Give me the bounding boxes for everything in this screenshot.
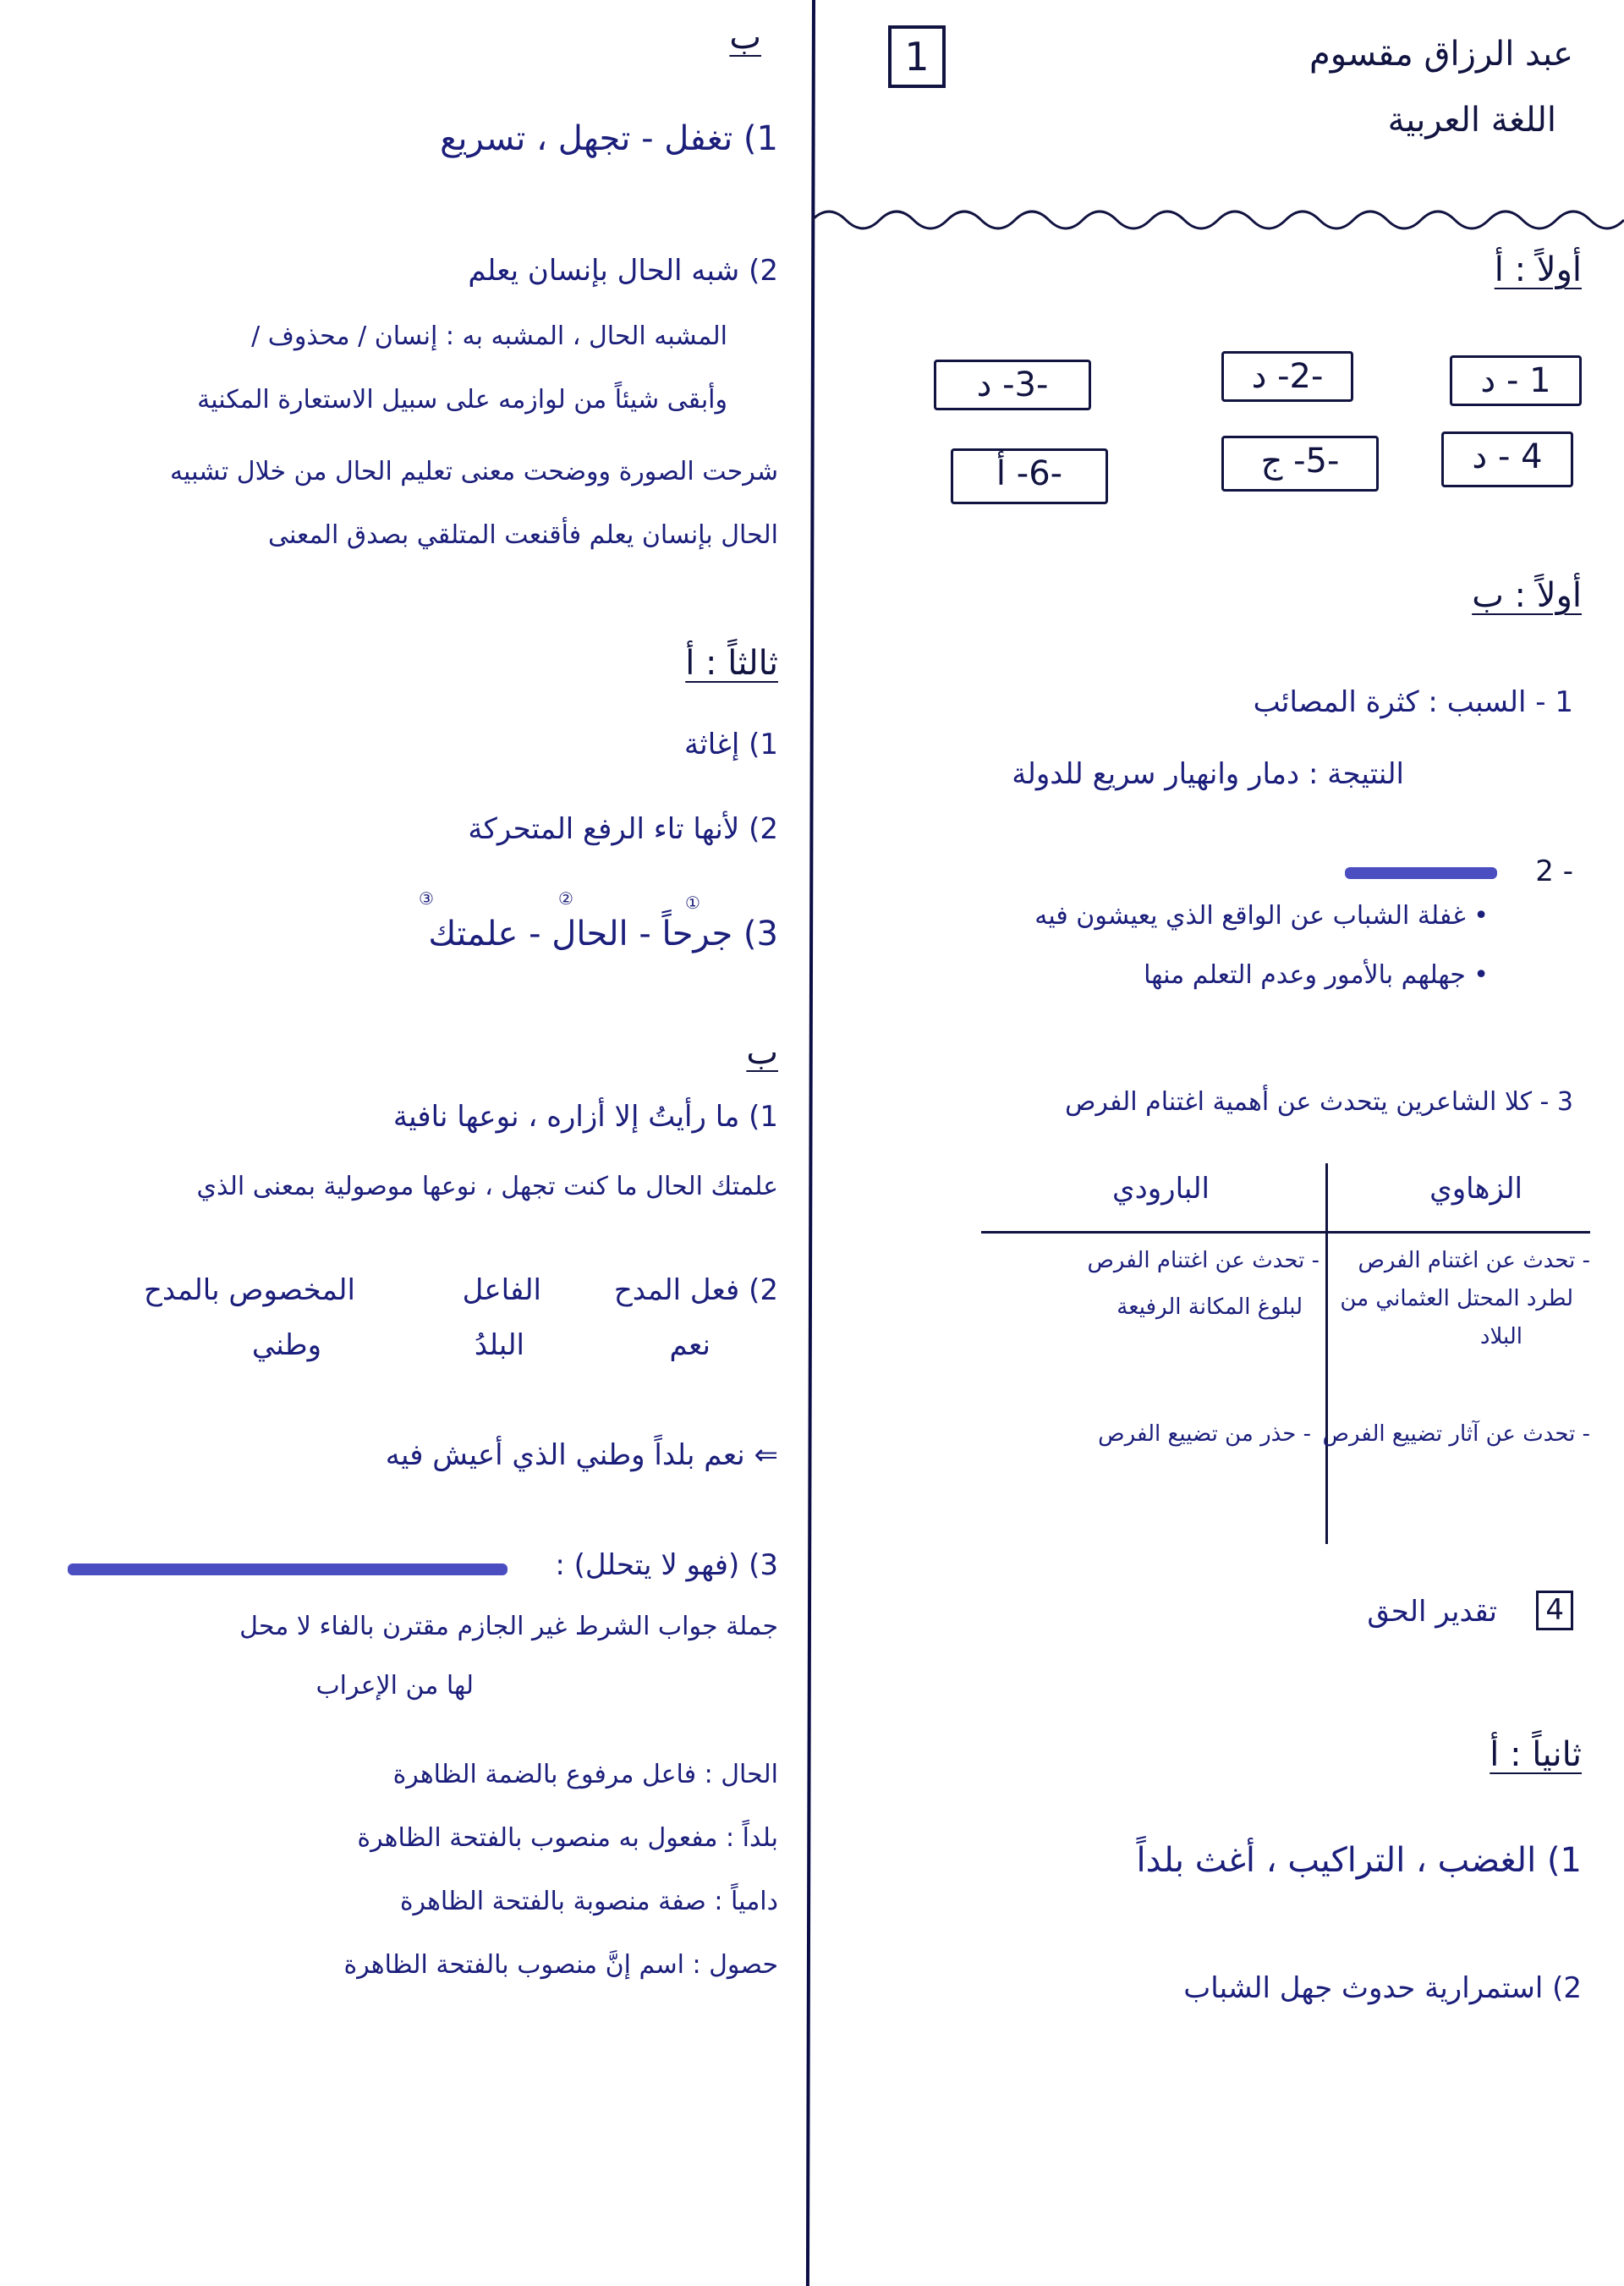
t3b-q2-val-madh: نعم <box>669 1328 710 1362</box>
i3rab-line-4: حصول : اسم إنَّ منصوب بالفتحة الظاهرة <box>343 1950 778 1980</box>
table-r1-c2-line1: - تحدث عن اغتنام الفرص <box>1087 1248 1320 1273</box>
section-3a-title: ثالثاً : أ <box>685 644 778 683</box>
page-divider <box>806 0 815 2286</box>
b-q1: 1) تغفل - تجهل ، تسريع <box>440 119 778 158</box>
i3rab-line-3: دامياً : صفة منصوبة بالفتحة الظاهرة <box>399 1887 778 1916</box>
q1-result: النتيجة : دمار وانهيار سريع للدولة <box>1012 757 1404 791</box>
i3rab-line-2: بلداً : مفعول به منصوب بالفتحة الظاهرة <box>357 1823 778 1853</box>
t3b-q1-line1: 1) ما رأيتُ إلا أزاره ، نوعها نافية <box>392 1100 778 1134</box>
t3a-q2: 2) لأنها تاء الرفع المتحركة <box>468 812 778 846</box>
table-divider-vertical <box>1325 1163 1328 1544</box>
answer-box-1: 1 - د <box>1450 355 1582 406</box>
author-name: عبد الرزاق مقسوم <box>1309 35 1573 74</box>
q4-number: 4 <box>1536 1591 1573 1630</box>
q2-number: - 2 <box>1535 855 1573 888</box>
answer-box-2: -2- د <box>1221 351 1353 402</box>
page-number: 1 <box>888 25 946 88</box>
b-q2-line5: الحال بإنسان يعلم فأقنعت المتلقي بصدق المعنى <box>267 520 778 550</box>
subject-name: اللغة العربية <box>1387 101 1556 140</box>
table-r1-c1-line2: لطرد المحتل العثماني من <box>1340 1286 1573 1311</box>
q4-answer: تقدير الحق <box>1367 1595 1497 1629</box>
b-q2-line2: المشبه الحال ، المشبه به : إنسان / محذوف / <box>251 321 727 351</box>
q2-item-2: • جهلهم بالأمور وعدم التعلم منها <box>1144 960 1489 991</box>
s2a-q2: 2) استمرارية حدوث جهل الشباب <box>1183 1971 1582 2005</box>
t3b-q3-head: 3) (فهو لا يتحلل) : <box>555 1548 778 1582</box>
table-r1-c1-line3: البلاد <box>1479 1324 1522 1349</box>
right-column <box>829 0 1607 2286</box>
t3a-q1: 1) إغاثة <box>684 728 778 761</box>
q1-cause: 1 - السبب : كثرة المصائب <box>1253 685 1573 719</box>
section-1b-title: أولاً : ب <box>1472 576 1582 615</box>
b-q2-line4: شرحت الصورة ووضحت معنى تعليم الحال من خلال تشبيه <box>169 457 778 486</box>
crossed-out-scribble-2 <box>68 1563 508 1575</box>
t3a-q3-mark-1: ① <box>685 893 700 913</box>
section-b-title: ب <box>729 18 761 57</box>
t3b-q2-result: ⇐ نعم بلداً وطني الذي أعيش فيه <box>385 1438 778 1472</box>
answer-box-4: 4 - د <box>1441 431 1573 487</box>
q2-item-1: • غفلة الشباب عن الواقع الذي يعيشون فيه <box>1034 901 1489 931</box>
answer-box-5: -5- ج <box>1221 436 1379 492</box>
table-header-baroudi: البارودي <box>1111 1172 1210 1206</box>
t3b-q3-line3: لها من الإعراب <box>315 1671 474 1701</box>
section-1a-title: أولاً : أ <box>1494 250 1582 289</box>
crossed-out-scribble <box>1345 867 1497 879</box>
left-column <box>17 0 795 2286</box>
t3b-q2-val-makhsus: وطني <box>251 1328 321 1362</box>
t3a-q3-mark-3: ③ <box>419 888 434 909</box>
table-r2-c2: - حذر من تضييع الفرص <box>1098 1421 1311 1447</box>
t3b-q2-col-fail: الفاعل <box>462 1273 541 1307</box>
s2a-q1: 1) الغضب ، التراكيب ، أغث بلداً <box>1136 1841 1582 1880</box>
answer-box-3: -3- د <box>934 360 1091 410</box>
table-divider-horizontal <box>981 1231 1590 1234</box>
t3b-q2-head: 2) فعل المدح <box>613 1273 778 1307</box>
i3rab-line-1: الحال : فاعل مرفوع بالضمة الظاهرة <box>392 1760 778 1789</box>
table-r1-c2-line2: لبلوغ المكانة الرفيعة <box>1116 1294 1303 1320</box>
b-q2-line1: 2) شبه الحال بإنسان يعلم <box>468 254 778 288</box>
table-header-zahawi: الزهاوي <box>1429 1172 1522 1206</box>
b-q2-line3: وأبقى شيئاً من لوازمه على سبيل الاستعارة المكنية <box>197 385 727 415</box>
t3a-q3-mark-2: ② <box>558 888 573 909</box>
t3b-q2-col-makhsus: المخصوص بالمدح <box>143 1273 355 1307</box>
section-3b-title: ب <box>746 1033 778 1072</box>
table-r1-c1-line1: - تحدث عن اغتنام الفرص <box>1358 1248 1590 1273</box>
t3a-q3: 3) جرحاً - الحال - علمتك <box>428 915 778 953</box>
t3b-q1-line2: علمتك الحال ما كنت تجهل ، نوعها موصولية بمعنى الذي <box>196 1172 778 1201</box>
table-r2-c1: - تحدث عن آثار تضييع الفرص <box>1322 1421 1590 1447</box>
t3b-q3-line2: جملة جواب الشرط غير الجازم مقترن بالفاء لا محل <box>239 1612 778 1641</box>
answer-box-6: -6- أ <box>951 448 1108 504</box>
section-2a-title: ثانياً : أ <box>1490 1735 1582 1774</box>
t3b-q2-val-fail: البلدُ <box>474 1328 524 1362</box>
q3-statement: 3 - كلا الشاعرين يتحدث عن أهمية اغتنام الفرص <box>1065 1087 1573 1117</box>
